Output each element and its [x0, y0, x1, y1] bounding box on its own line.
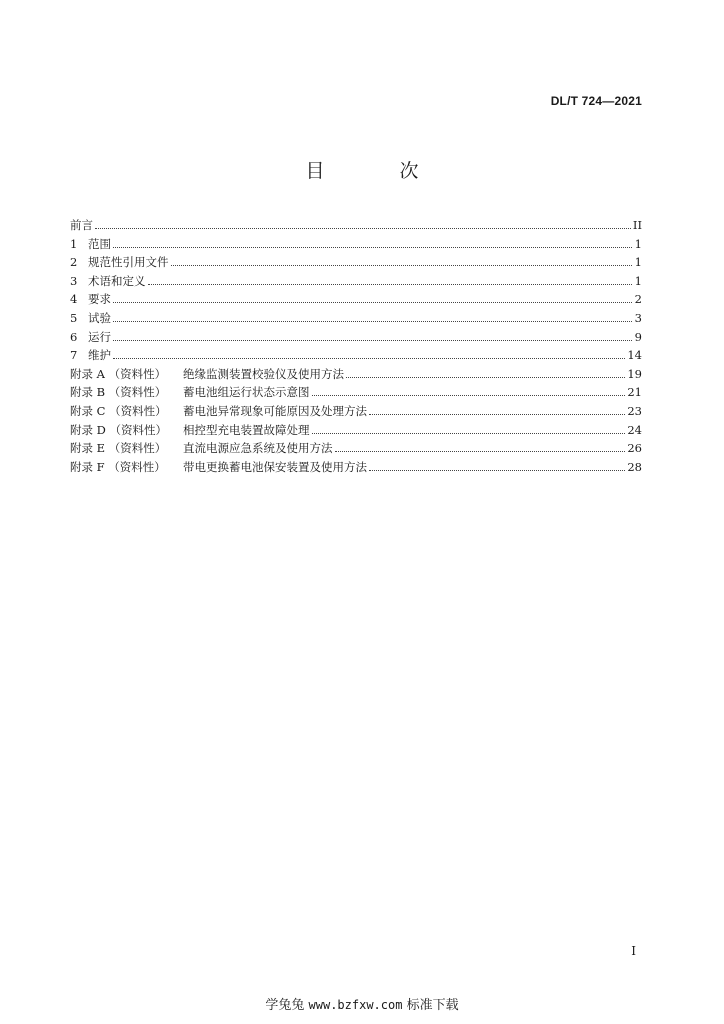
toc-entry-label: 带电更换蓄电池保安装置及使用方法 — [183, 459, 367, 474]
toc-entry-number: 附录 C （资料性） — [70, 403, 167, 418]
dot-leader — [312, 387, 626, 396]
toc-entry-label: 试验 — [88, 310, 111, 325]
toc-entry-appendix-e[interactable] — [70, 439, 642, 458]
dot-leader — [171, 257, 633, 266]
toc-title: 目 次 — [305, 160, 447, 182]
dot-leader — [369, 406, 625, 415]
toc-entry-label: 绝缘监测装置校验仪及使用方法 — [183, 366, 344, 381]
toc-entry-label: 直流电源应急系统及使用方法 — [183, 441, 333, 456]
toc-entry-page: 9 — [634, 329, 642, 344]
dot-leader — [346, 369, 625, 378]
standard-code: DL/T 724—2021 — [550, 94, 642, 108]
dot-leader — [95, 220, 631, 229]
toc-entry-page: 23 — [627, 403, 642, 418]
toc-entry-label: 相控型充电装置故障处理 — [183, 422, 310, 437]
toc-entry-3[interactable] — [70, 272, 642, 291]
table-of-contents — [70, 216, 642, 476]
toc-entry-label: 术语和定义 — [88, 273, 146, 288]
footer-tagline: 标准下载 — [406, 998, 459, 1013]
dot-leader — [148, 276, 633, 285]
dot-leader — [113, 313, 632, 322]
toc-entry-appendix-c[interactable] — [70, 402, 642, 421]
toc-entry-appendix-f[interactable] — [70, 458, 642, 477]
dot-leader — [312, 424, 626, 433]
toc-entry-foreword[interactable] — [70, 216, 642, 235]
dot-leader — [113, 294, 632, 303]
toc-entry-number: 附录 A （资料性） — [70, 366, 167, 381]
toc-entry-number: 附录 D （资料性） — [70, 422, 168, 437]
dot-leader — [113, 350, 625, 359]
toc-entry-page: 1 — [634, 273, 642, 288]
dot-leader — [335, 443, 626, 452]
toc-entry-page: 1 — [634, 255, 642, 270]
toc-entry-page: 1 — [634, 236, 642, 251]
footer-site-name: 学兔兔 — [265, 998, 305, 1013]
toc-entry-appendix-b[interactable] — [70, 383, 642, 402]
toc-entry-page: 24 — [627, 422, 642, 437]
toc-entry-label: 运行 — [88, 329, 111, 344]
toc-entry-number: 6 — [70, 329, 78, 344]
footer-watermark — [0, 994, 724, 1013]
toc-entry-number: 5 — [70, 310, 78, 325]
toc-entry-number: 3 — [70, 273, 78, 288]
toc-entry-number: 附录 B （资料性） — [70, 385, 167, 400]
toc-entry-number: 2 — [70, 255, 78, 270]
toc-entry-1[interactable] — [70, 235, 642, 254]
toc-entry-2[interactable] — [70, 253, 642, 272]
toc-entry-label: 蓄电池组运行状态示意图 — [183, 385, 310, 400]
footer-url[interactable]: www.bzfxw.com — [308, 998, 403, 1012]
toc-entry-label: 规范性引用文件 — [88, 255, 169, 270]
toc-entry-number: 附录 E （资料性） — [70, 441, 167, 456]
toc-entry-appendix-d[interactable] — [70, 421, 642, 440]
toc-entry-4[interactable] — [70, 290, 642, 309]
page-number: I — [631, 944, 636, 958]
toc-entry-5[interactable] — [70, 309, 642, 328]
toc-entry-label: 蓄电池异常现象可能原因及处理方法 — [183, 403, 367, 418]
toc-entry-6[interactable] — [70, 328, 642, 347]
toc-entry-page: 26 — [627, 441, 642, 456]
toc-entry-page: 21 — [627, 385, 642, 400]
toc-entry-label: 前言 — [70, 218, 93, 232]
toc-entry-number: 7 — [70, 348, 78, 363]
toc-entry-page: 14 — [627, 348, 642, 363]
toc-entry-number: 4 — [70, 292, 78, 307]
toc-entry-page: 19 — [627, 366, 642, 381]
toc-entry-page: 3 — [634, 310, 642, 325]
dot-leader — [113, 332, 632, 341]
toc-entry-page: 28 — [627, 459, 642, 474]
toc-entry-page: II — [632, 218, 642, 232]
toc-entry-appendix-a[interactable] — [70, 365, 642, 384]
dot-leader — [113, 239, 632, 248]
toc-entry-page: 2 — [634, 292, 642, 307]
toc-entry-number: 1 — [70, 236, 78, 251]
toc-entry-7[interactable] — [70, 346, 642, 365]
toc-entry-label: 要求 — [88, 292, 111, 307]
toc-entry-label: 维护 — [88, 348, 111, 363]
dot-leader — [369, 462, 625, 471]
toc-entry-label: 范围 — [88, 236, 111, 251]
toc-entry-number: 附录 F （资料性） — [70, 459, 166, 474]
